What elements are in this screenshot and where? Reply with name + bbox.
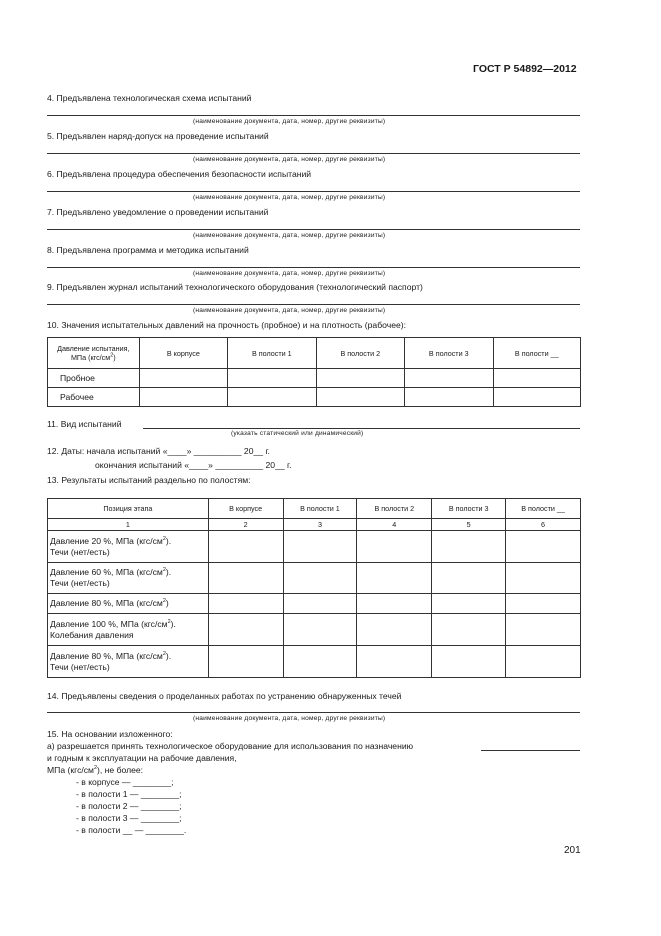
row-line-2: Течи (нет/есть) [50, 661, 110, 672]
document-id: ГОСТ Р 54892—2012 [473, 63, 577, 75]
row-text-end: ). [165, 650, 172, 661]
row-sup: 2 [162, 567, 166, 574]
table-cell[interactable] [506, 614, 581, 646]
item-4-caption: (наименование документа, дата, номер, другие реквизиты) [193, 118, 386, 125]
pressure-table-header: В полости 2 [316, 338, 404, 369]
results-row-label [48, 594, 209, 614]
pressure-table [47, 337, 581, 407]
row-line-2: Течи (нет/есть) [50, 546, 110, 557]
row-line-1 [50, 536, 208, 547]
table-cell[interactable] [506, 531, 581, 563]
row-text: Давление 100 %, МПа (кгс/см [50, 618, 168, 629]
list-item: - в полости 2 — ________; [76, 801, 182, 811]
row-sup: 2 [167, 618, 171, 625]
pressure-table-header-first [48, 338, 140, 369]
pressure-table-header: В полости 3 [405, 338, 493, 369]
item-8-label: 8. Предъявлена программа и методика испытаний [47, 245, 249, 255]
table-cell[interactable] [208, 531, 283, 563]
row-text-end: ) [165, 598, 169, 608]
item-9-line [47, 304, 580, 305]
table-cell[interactable] [432, 531, 506, 563]
item-14-line [47, 712, 580, 713]
table-cell[interactable] [283, 614, 357, 646]
table-cell[interactable] [316, 388, 404, 407]
item-12-line-2: окончания испытаний «____» __________ 20__ г. [95, 460, 292, 470]
list-item: - в полости __ — ________. [76, 825, 187, 835]
item-5-caption: (наименование документа, дата, номер, другие реквизиты) [193, 156, 386, 163]
results-table [47, 498, 581, 678]
results-row-label [48, 531, 209, 563]
table-cell[interactable] [283, 594, 357, 614]
results-row-label [48, 646, 209, 678]
item-7-line [47, 229, 580, 230]
table-cell[interactable] [432, 594, 506, 614]
item-15-line-2: а) разрешается принять технологическое оборудование для использования по назначению [47, 741, 414, 751]
results-table-header: В корпусе [208, 499, 283, 519]
item-7-label: 7. Предъявлено уведомление о проведении испытаний [47, 207, 269, 217]
item-5-label: 5. Предъявлен наряд-допуск на проведение испытаний [47, 131, 269, 141]
item-11-caption: (указать статический или динамический) [231, 430, 364, 437]
pressure-row-label: Рабочее [48, 388, 140, 407]
list-item: - в полости 3 — ________; [76, 813, 182, 823]
item-4-line [47, 115, 580, 116]
table-cell[interactable] [283, 531, 357, 563]
results-table-colnum: 3 [283, 519, 357, 531]
pressure-table-header: В полости __ [493, 338, 580, 369]
results-row-label [48, 614, 209, 646]
item-5-line [47, 153, 580, 154]
table-cell[interactable] [405, 388, 493, 407]
header-line-1: Давление испытания, [57, 344, 130, 353]
results-table-header: В полости 3 [432, 499, 506, 519]
item-12-line-1: 12. Даты: начала испытаний «____» __________ 20__ г. [47, 446, 270, 456]
row-text-end: ). [170, 618, 176, 629]
row-sup: 2 [162, 598, 166, 605]
item-14-caption: (наименование документа, дата, номер, другие реквизиты) [193, 715, 386, 722]
table-cell[interactable] [432, 614, 506, 646]
table-cell[interactable] [228, 388, 316, 407]
results-table-colnum: 1 [48, 519, 209, 531]
header-line-2 [48, 353, 139, 362]
item-6-caption: (наименование документа, дата, номер, другие реквизиты) [193, 194, 386, 201]
row-text: Давление 80 %, МПа (кгс/см [50, 650, 163, 661]
row-line-1 [50, 598, 208, 609]
table-cell[interactable] [357, 614, 432, 646]
table-cell[interactable] [357, 563, 432, 594]
row-line-2: Течи (нет/есть) [50, 578, 110, 588]
results-table-colnum: 4 [357, 519, 432, 531]
table-cell[interactable] [139, 388, 227, 407]
item-4-label: 4. Предъявлена технологическая схема испытаний [47, 93, 252, 103]
pressure-row-label: Пробное [48, 369, 140, 388]
row-text: Давление 80 %, МПа (кгс/см [50, 598, 163, 608]
table-cell[interactable] [283, 646, 357, 678]
item-8-caption: (наименование документа, дата, номер, другие реквизиты) [193, 270, 386, 277]
item-11-label: 11. Вид испытаний [47, 419, 122, 429]
table-cell[interactable] [208, 563, 283, 594]
results-table-colnum: 5 [432, 519, 506, 531]
table-cell[interactable] [357, 531, 432, 563]
table-cell[interactable] [228, 369, 316, 388]
item-9-caption: (наименование документа, дата, номер, другие реквизиты) [193, 307, 386, 314]
item-6-label: 6. Предъявлена процедура обеспечения безопасности испытаний [47, 169, 312, 179]
table-cell[interactable] [283, 563, 357, 594]
row-line-2: Колебания давления [50, 629, 134, 640]
row-text: Давление 60 %, МПа (кгс/см [50, 567, 163, 577]
item-15-line-3: и годным к эксплуатации на рабочие давления, [47, 753, 237, 763]
item-8-line [47, 267, 580, 268]
results-table-header: В полости __ [506, 499, 581, 519]
table-cell[interactable] [208, 594, 283, 614]
header-sup: 2 [110, 352, 114, 359]
item-14-label: 14. Предъявлены сведения о проделанных работах по устранению обнаруженных течей [47, 691, 402, 701]
results-table-header: В полости 1 [283, 499, 357, 519]
table-cell[interactable] [493, 388, 580, 407]
table-cell[interactable] [432, 563, 506, 594]
row-sup: 2 [162, 535, 166, 542]
table-cell[interactable] [506, 646, 581, 678]
header-close: ) [113, 353, 116, 362]
table-cell[interactable] [357, 646, 432, 678]
item-6-line [47, 191, 580, 192]
item-13-label: 13. Результаты испытаний раздельно по полостям: [47, 475, 251, 485]
pressure-table-header: В полости 1 [228, 338, 316, 369]
pressure-table-header: В корпусе [139, 338, 227, 369]
item-7-caption: (наименование документа, дата, номер, другие реквизиты) [193, 232, 386, 239]
table-cell[interactable] [316, 369, 404, 388]
header-unit: МПа (кгс/см [70, 353, 111, 362]
row-text-end: ). [165, 567, 172, 577]
unit-text: МПа (кгс/см [47, 765, 94, 775]
table-cell[interactable] [506, 563, 581, 594]
table-cell[interactable] [208, 646, 283, 678]
results-row-label [48, 563, 209, 594]
results-table-header: В полости 2 [357, 499, 432, 519]
table-cell[interactable] [405, 369, 493, 388]
table-cell[interactable] [493, 369, 580, 388]
results-table-colnum: 2 [208, 519, 283, 531]
table-cell[interactable] [432, 646, 506, 678]
unit-text-end: ), не более: [97, 765, 144, 775]
table-cell[interactable] [139, 369, 227, 388]
item-15-line-1: 15. На основании изложенного: [47, 729, 173, 739]
list-item: - в корпусе — ________; [76, 777, 174, 787]
item-10-label: 10. Значения испытательных давлений на прочность (пробное) и на плотность (рабочее): [47, 320, 407, 330]
row-line-1 [50, 567, 208, 578]
results-table-colnum: 6 [506, 519, 581, 531]
item-15-blank-line [481, 750, 580, 751]
item-11-line [143, 428, 580, 429]
row-line-1 [50, 619, 208, 630]
table-cell[interactable] [357, 594, 432, 614]
item-9-label: 9. Предъявлен журнал испытаний технологического оборудования (технологический паспорт) [47, 282, 423, 292]
row-text-end: ). [165, 535, 172, 546]
unit-sup: 2 [93, 765, 98, 772]
results-table-header: Позиция этапа [48, 499, 209, 519]
page-number: 201 [564, 845, 581, 856]
row-sup: 2 [162, 650, 166, 657]
table-cell[interactable] [506, 594, 581, 614]
item-15-line-4 [47, 765, 143, 775]
row-text: Давление 20 %, МПа (кгс/см [50, 535, 163, 546]
list-item: - в полости 1 — ________; [76, 789, 182, 799]
row-line-1 [50, 651, 208, 662]
table-cell[interactable] [208, 614, 283, 646]
